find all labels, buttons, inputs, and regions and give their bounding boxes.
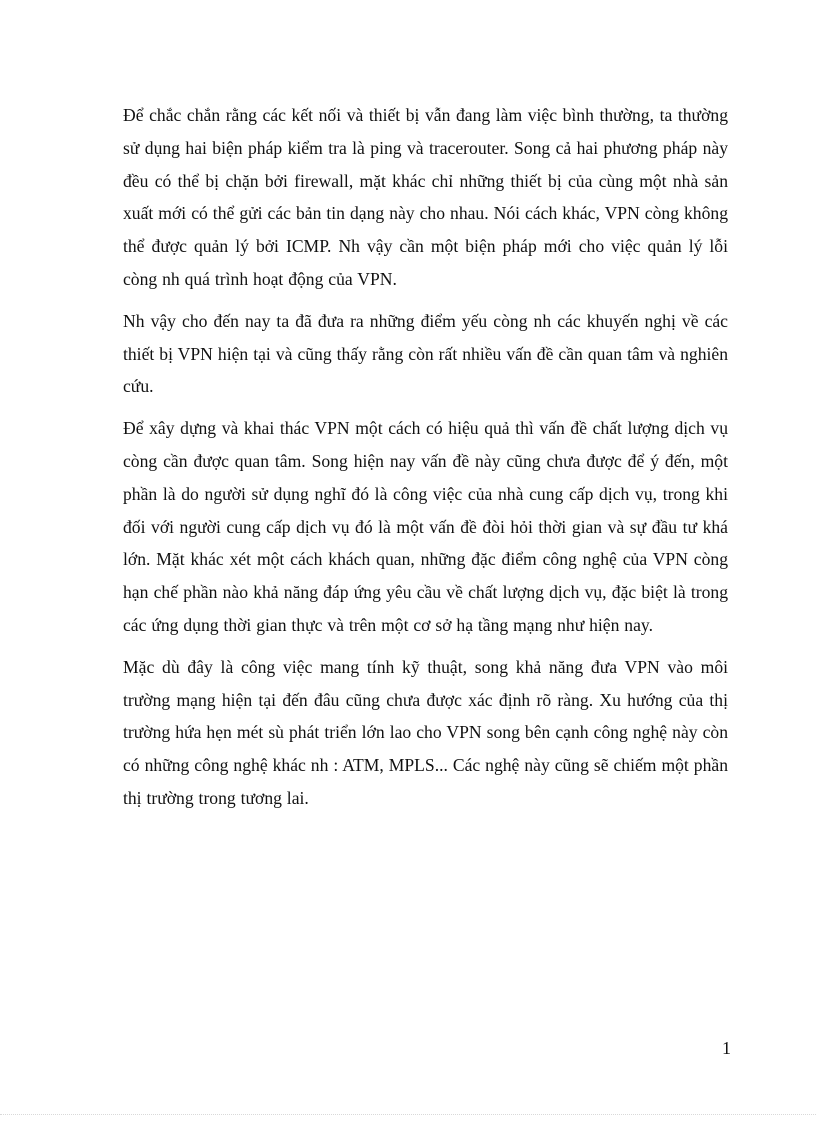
document-body (123, 99, 728, 824)
paragraph-market-trends: Mặc dù đây là công việc mang tính kỹ thuật, song khả năng đưa VPN vào môi trường mạng hiện tại đến đâu cũng chưa được xác định rõ ràng. Xu hướng của thị trường hứa hẹn mét sù phát triển lớn lao cho VPN song bên cạnh công nghệ này còn có những công nghệ khác nh : ATM, MPLS... Các nghệ này cũng sẽ chiếm một phần thị trường trong tương lai. (123, 656, 728, 808)
paragraph-vpn-weaknesses: Nh vậy cho đến nay ta đã đưa ra những điểm yếu còng nh các khuyến nghị về các thiết bị VPN hiện tại và cũng thấy rằng còn rất nhiều vấn đề cần quan tâm và nghiên cứu. (123, 310, 728, 397)
paragraph-quality-of-service: Để xây dựng và khai thác VPN một cách có hiệu quả thì vấn đề chất lượng dịch vụ còng cần được quan tâm. Song hiện nay vấn đề này cũng chưa được để ý đến, một phần là do người sử dụng nghĩ đó là công việc của nhà cung cấp dịch vụ, trong khi đối với người cung cấp dịch vụ đó là một vấn đề đòi hỏi thời gian và sự đầu tư khá lớn. Mặt khác xét một cách khách quan, những đặc điểm công nghệ của VPN còng hạn chế phần nào khả năng đáp ứng yêu cầu về chất lượng dịch vụ, đặc biệt là trong các ứng dụng thời gian thực và trên một cơ sở hạ tầng mạng như hiện nay. (123, 418, 728, 635)
page-number: 1 (722, 1038, 731, 1058)
paragraph-network-testing: Để chắc chắn rằng các kết nối và thiết bị vẫn đang làm việc bình thường, ta thường sử dụng hai biện pháp kiểm tra là ping và tracerouter. Song cả hai phương pháp này đều có thể bị chặn bởi firewall, mặt khác chỉ những thiết bị của cùng một nhà sản xuất mới có thể gửi các bản tin dạng này cho nhau. Nói cách khác, VPN còng không thể được quản lý bởi ICMP. Nh vậy cần một biện pháp mới cho việc quản lý lỗi còng nh quá trình hoạt động của VPN. (123, 105, 728, 289)
page-bottom-divider (0, 1114, 816, 1115)
